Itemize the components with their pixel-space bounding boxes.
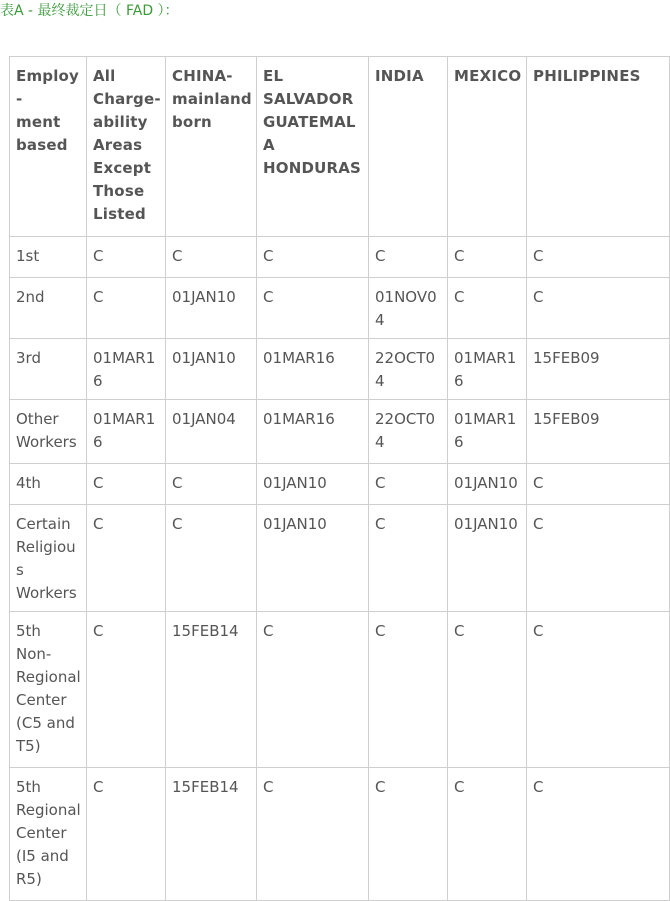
table-cell: 01JAN10 — [166, 278, 257, 339]
table-cell: C — [527, 612, 670, 768]
table-cell: 1st — [10, 237, 87, 278]
table-cell: 01JAN04 — [166, 400, 257, 464]
table-cell: 15FEB09 — [527, 400, 670, 464]
table-cell: C — [87, 505, 166, 612]
table-cell: 01JAN10 — [166, 339, 257, 400]
table-cell: C — [448, 768, 527, 901]
table-row — [10, 768, 670, 901]
table-cell: C — [87, 612, 166, 768]
table-cell: 01MAR16 — [87, 339, 166, 400]
table-cell: 01JAN10 — [448, 505, 527, 612]
table-cell: C — [369, 505, 448, 612]
table-cell: 01MAR16 — [448, 339, 527, 400]
table-cell: C — [257, 237, 369, 278]
table-cell: 15FEB14 — [166, 768, 257, 901]
table-cell: 15FEB09 — [527, 339, 670, 400]
table-row — [10, 505, 670, 612]
table-cell: C — [448, 278, 527, 339]
table-cell: 01MAR16 — [87, 400, 166, 464]
header-row — [10, 57, 670, 237]
table-cell: 01MAR16 — [257, 339, 369, 400]
table-cell: 4th — [10, 464, 87, 505]
table-cell: C — [527, 505, 670, 612]
table-body — [10, 237, 670, 901]
table-cell: C — [257, 768, 369, 901]
header-all-chargeability: All Charge- ability Areas Except Those Listed — [87, 57, 166, 237]
table-cell: 2nd — [10, 278, 87, 339]
final-action-dates-table — [9, 56, 670, 901]
table-row — [10, 400, 670, 464]
table-cell: Certain Religious Workers — [10, 505, 87, 612]
table-cell: C — [448, 612, 527, 768]
table-cell: 01JAN10 — [448, 464, 527, 505]
table-caption: 表A - 最终裁定日（ FAD ）： — [0, 3, 179, 19]
table-header — [10, 57, 670, 237]
table-cell: Other Workers — [10, 400, 87, 464]
table-cell: C — [257, 612, 369, 768]
header-el-salvador-guatemala-honduras: EL SALVADOR GUATEMALA HONDURAS — [257, 57, 369, 237]
header-philippines: PHILIPPINES — [527, 57, 670, 237]
table-cell: 01NOV04 — [369, 278, 448, 339]
table-cell: C — [527, 237, 670, 278]
table-cell: C — [166, 464, 257, 505]
header-china: CHINA- mainland born — [166, 57, 257, 237]
table-cell: C — [369, 768, 448, 901]
table-cell: 01MAR16 — [448, 400, 527, 464]
table-row — [10, 237, 670, 278]
table-cell: 22OCT04 — [369, 400, 448, 464]
table-cell: C — [369, 464, 448, 505]
table-cell: C — [527, 768, 670, 901]
table-cell: C — [87, 768, 166, 901]
table-row — [10, 278, 670, 339]
table-row — [10, 339, 670, 400]
table-cell: C — [257, 278, 369, 339]
table-cell: C — [87, 237, 166, 278]
table-cell: 01MAR16 — [257, 400, 369, 464]
table-cell: C — [166, 237, 257, 278]
table-cell: 3rd — [10, 339, 87, 400]
header-mexico: MEXICO — [448, 57, 527, 237]
table-cell: C — [448, 237, 527, 278]
table-cell: 15FEB14 — [166, 612, 257, 768]
table-cell: C — [369, 612, 448, 768]
table-row — [10, 612, 670, 768]
table-cell: C — [87, 278, 166, 339]
table-cell: C — [527, 464, 670, 505]
table-row — [10, 464, 670, 505]
table-cell: C — [527, 278, 670, 339]
table-cell: 01JAN10 — [257, 464, 369, 505]
header-employment-based: Employ- ment based — [10, 57, 87, 237]
table-cell: 22OCT04 — [369, 339, 448, 400]
header-india: INDIA — [369, 57, 448, 237]
table-cell: C — [87, 464, 166, 505]
fad-table-container — [9, 56, 650, 888]
table-cell: 5th Non- Regional Center (C5 and T5) — [10, 612, 87, 768]
table-cell: C — [166, 505, 257, 612]
table-cell: 01JAN10 — [257, 505, 369, 612]
table-cell: C — [369, 237, 448, 278]
table-cell: 5th Regional Center (I5 and R5) — [10, 768, 87, 901]
